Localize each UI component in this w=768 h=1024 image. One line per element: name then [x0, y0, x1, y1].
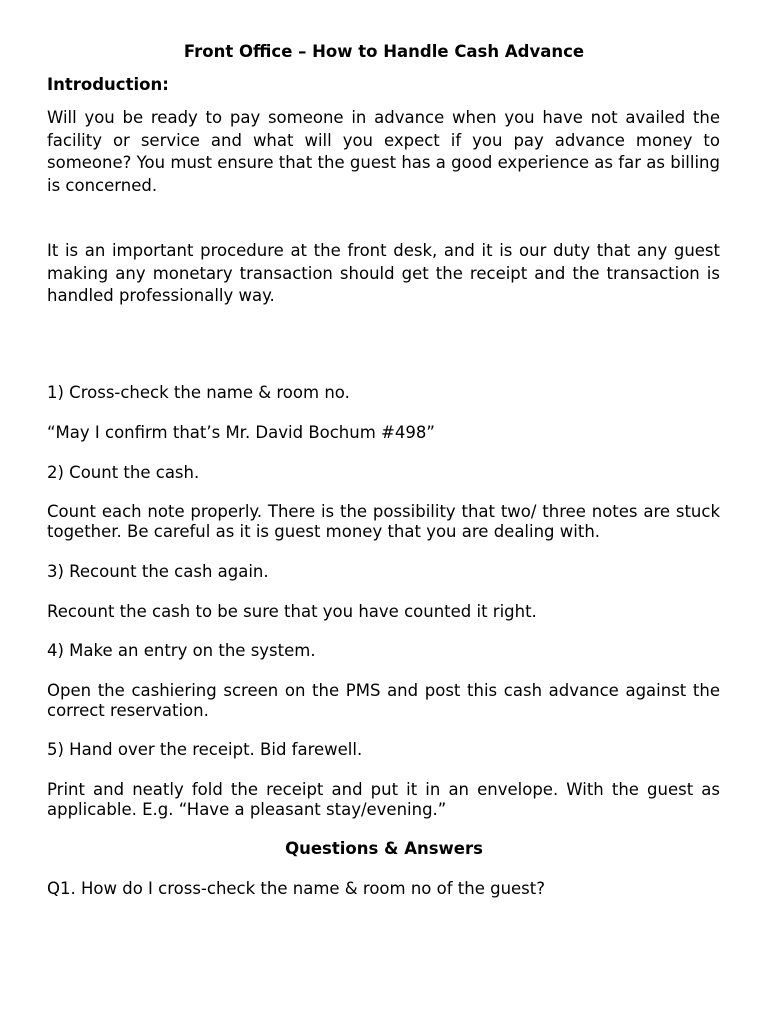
step-5-heading: 5) Hand over the receipt. Bid farewell.: [47, 740, 363, 759]
step-4-text: Open the cashiering screen on the PMS and post this cash advance against the correct reservation.: [47, 681, 720, 720]
step-4-heading: 4) Make an entry on the system.: [47, 641, 316, 660]
intro-paragraph-1: Will you be ready to pay someone in advance when you have not availed the facility or service and what will you expect if you pay advance money to someone? You must ensure that the guest has a good experience as far as billing is concerned.: [47, 108, 720, 195]
step-3-heading: 3) Recount the cash again.: [47, 562, 269, 581]
document-title: Front Office – How to Handle Cash Advance: [183, 42, 585, 61]
step-2-text: Count each note properly. There is the possibility that two/ three notes are stuck together. Be careful as it is guest money that you are dealing with.: [47, 502, 720, 541]
intro-paragraph-2: It is an important procedure at the front desk, and it is our duty that any guest making any monetary transaction should get the receipt and the transaction is handled professionally way.: [47, 241, 720, 306]
qa-heading: Questions & Answers: [285, 839, 483, 858]
question-1: Q1. How do I cross-check the name & room no of the guest?: [47, 879, 546, 898]
step-2-heading: 2) Count the cash.: [47, 463, 200, 482]
intro-heading: Introduction:: [47, 75, 169, 94]
step-3-text: Recount the cash to be sure that you have counted it right.: [47, 602, 537, 621]
step-5-text: Print and neatly fold the receipt and put it in an envelope. With the guest as applicable. E.g. “Have a pleasant stay/evening.”: [47, 780, 720, 819]
step-1-heading: 1) Cross-check the name & room no.: [47, 383, 350, 402]
step-1-text: “May I confirm that’s Mr. David Bochum #498”: [47, 423, 435, 442]
